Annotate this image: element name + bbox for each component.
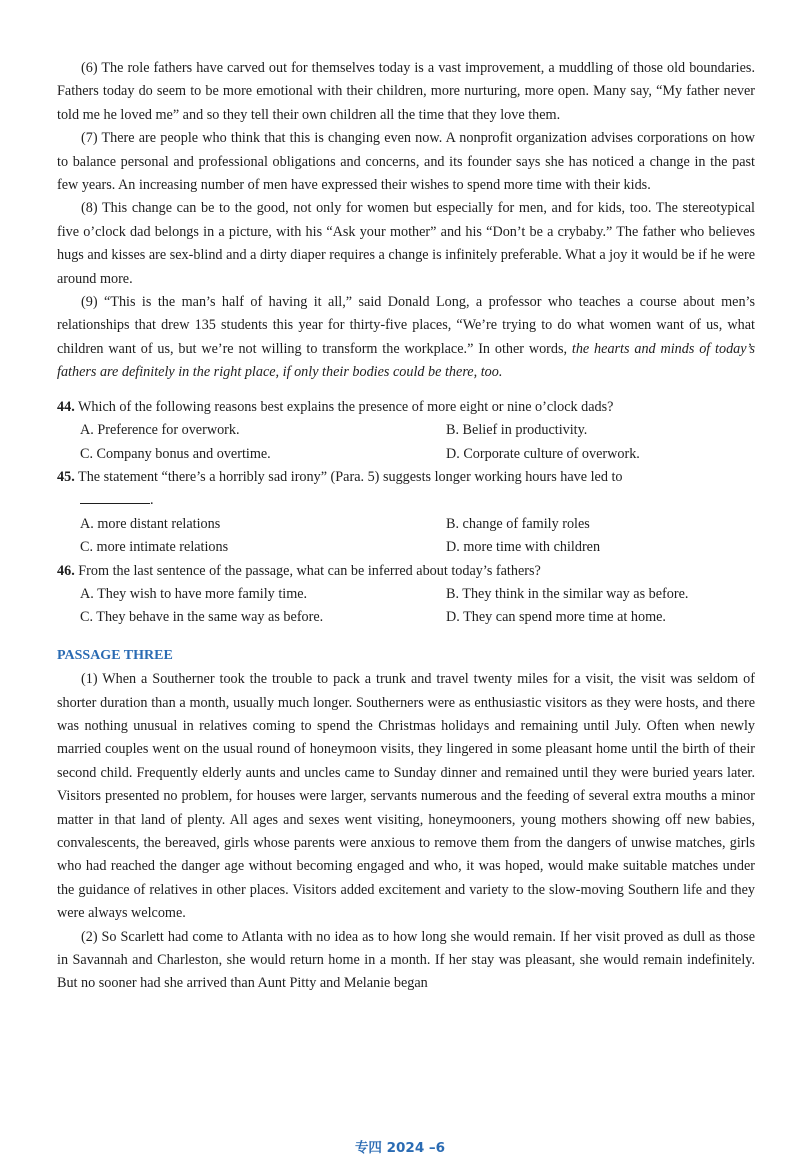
- question-45: [57, 466, 755, 560]
- question-text: The statement “there’s a horribly sad irony” (Para. 5) suggests longer working hours have led to: [78, 468, 623, 485]
- page-content: [57, 57, 755, 996]
- passage-three-paragraph-2: (2) So Scarlett had come to Atlanta with no idea as to how long she would remain. If her visit proved as dull as those in Savannah and Charleston, she would return home in a month. If her stay was pleasant, she would remain indefinitely. But no sooner had she arrived than Aunt Pitty and Melanie began: [57, 928, 755, 992]
- passage-three-title: PASSAGE THREE: [57, 647, 173, 663]
- question-number: 44.: [57, 398, 75, 415]
- question-46-stem: [57, 560, 755, 583]
- question-46-options: [57, 583, 755, 630]
- question-number: 46.: [57, 562, 75, 579]
- passage-three-body: [57, 668, 755, 996]
- option-c: C. Company bonus and overtime.: [80, 445, 271, 462]
- option-a: A. more distant relations: [80, 515, 221, 532]
- paragraph-9-text: (9) “This is the man’s half of having it all,” said Donald Long, a professor who teaches a course about men’s relationships that drew 135 students this year for thirty-five places, “We’re trying to do what women want of us, what children want of us, but we’re not willing to transform the workplace.” In other words,: [57, 294, 755, 357]
- question-text-end: .: [150, 492, 154, 509]
- question-45-blank-line: [57, 489, 755, 512]
- question-text: Which of the following reasons best explains the presence of more eight or nine o’clock dads?: [78, 398, 614, 415]
- option-a: A. Preference for overwork.: [80, 422, 240, 439]
- paragraph-9-italic: the hearts and minds of today’s fathers are definitely in the right place, if only their bodies could be there, too.: [57, 340, 755, 381]
- option-b: B. change of family roles: [446, 515, 590, 532]
- passage-three-paragraph-1: (1) When a Southerner took the trouble to pack a trunk and travel twenty miles for a visit, the visit was seldom of shorter duration than a month, usually much longer. Southerners were as enthusiastic visitors as they were hosts, and there was nothing unusual in relatives coming to spend the Christmas holidays and remaining until July. Often when newly married couples went on the usual round of honeymoon visits, they lingered in some pleasant home until the birth of their second child. Frequently elderly aunts and uncles came to Sunday dinner and remained until they were buried years later. Visitors presented no problem, for houses were larger, servants numerous and the feeding of several extra mouths a minor matter in that land of plenty. All ages and sexes went visiting, honeymooners, young mothers showing off new babies, convalescents, the bereaved, girls whose parents were anxious to remove them from the dangers of unwise matches, girls who had reached the danger age without becoming engaged and who, it was hoped, would make suitable matches under the guidance of relatives in other places. Visitors added excitement and variety to the slow-moving Southern life and they were always welcome.: [57, 671, 755, 922]
- option-d: D. Corporate culture of overwork.: [446, 445, 640, 462]
- question-44-stem: [57, 396, 755, 419]
- page-footer: 专四 2024 –6: [354, 1140, 446, 1156]
- option-b: B. They think in the similar way as before.: [446, 585, 689, 602]
- paragraph-7: (7) There are people who think that this is changing even now. A nonprofit organization advises corporations on how to balance personal and professional obligations and concerns, and its founder says she has noticed a change in the past few years. An increasing number of men have expressed their wishes to spend more time with their kids.: [57, 130, 755, 194]
- option-a: A. They wish to have more family time.: [80, 585, 308, 602]
- passage-two-body: [57, 57, 755, 385]
- option-c: C. They behave in the same way as before.: [80, 609, 324, 626]
- question-text: From the last sentence of the passage, what can be inferred about today’s fathers?: [78, 562, 541, 579]
- question-list: [57, 396, 755, 630]
- question-number: 45.: [57, 468, 75, 485]
- answer-blank: [80, 490, 150, 504]
- question-44-options: [57, 419, 755, 466]
- option-d: D. They can spend more time at home.: [446, 609, 666, 626]
- option-c: C. more intimate relations: [80, 539, 229, 556]
- option-b: B. Belief in productivity.: [446, 422, 588, 439]
- paragraph-6: (6) The role fathers have carved out for themselves today is a vast improvement, a muddling of those old boundaries. Fathers today do seem to be more emotional with their children, more nurturing, more open. Many say, “My father never told me he loved me” and so they tell their own children all the time that they love them.: [57, 60, 755, 123]
- question-44: [57, 396, 755, 466]
- option-d: D. more time with children: [446, 539, 601, 556]
- paragraph-8: (8) This change can be to the good, not only for women but especially for men, and for kids, too. The stereotypical five o’clock dad belongs in a picture, with his “Ask your mother” and his “Don’t be a crybaby.” The father who believes hugs and kisses are sex-blind and a dirty diaper requires a change is infinitely preferable. What a joy it would be if he were around more.: [57, 200, 755, 287]
- question-45-stem: [57, 466, 755, 489]
- question-45-options: [57, 513, 755, 560]
- paragraph-9: [57, 291, 755, 385]
- question-46: [57, 560, 755, 630]
